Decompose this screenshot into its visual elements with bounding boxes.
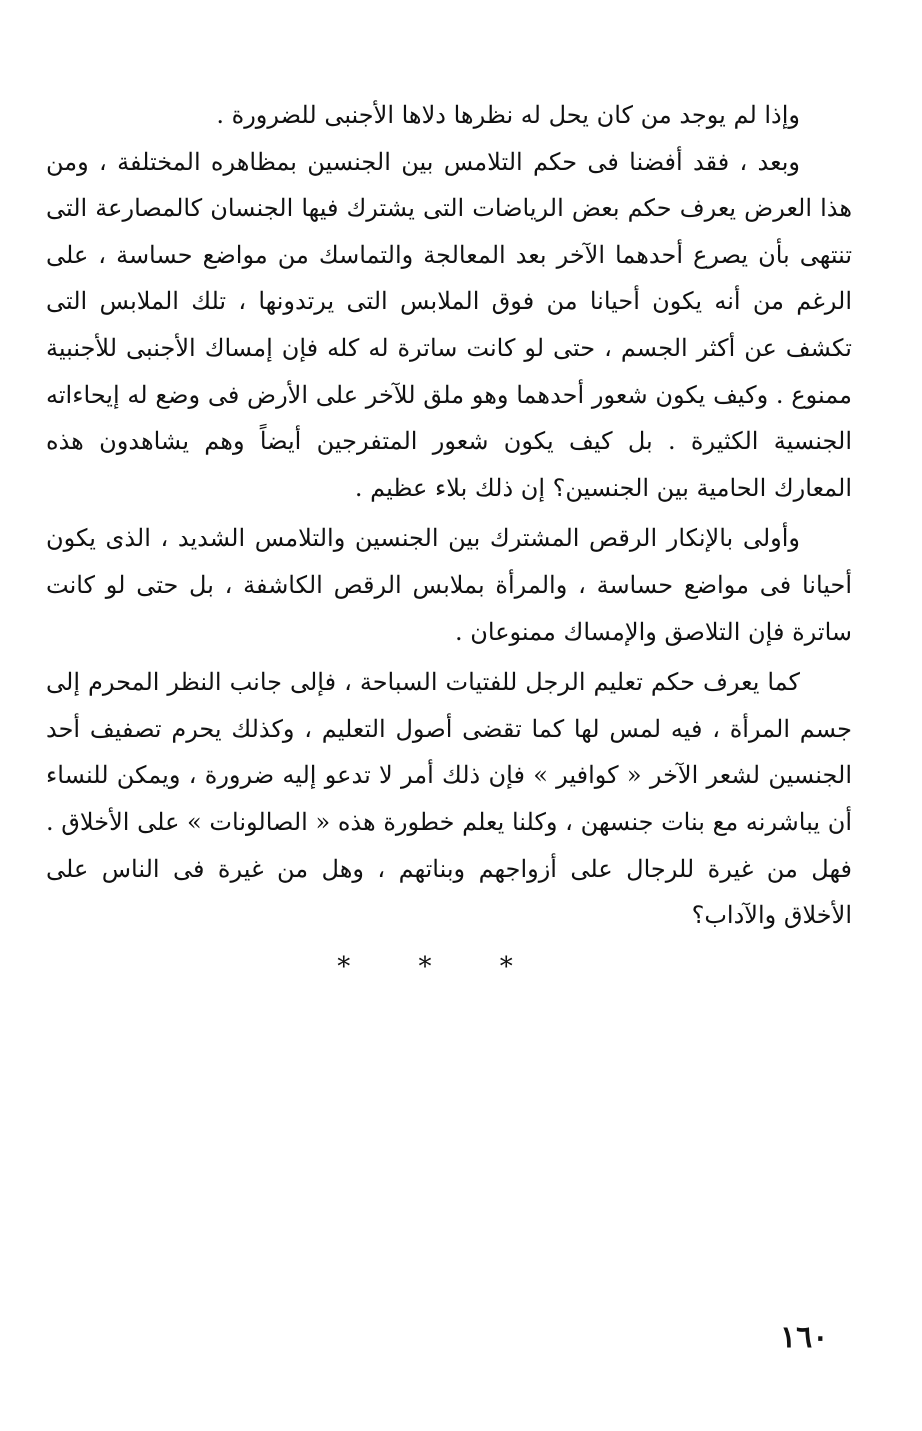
paragraph-4: كما يعرف حكم تعليم الرجل للفتيات السباحة ، فإلى جانب النظر المحرم إلى جسم المرأة ، فيه لمس لها كما تقضى أصول التعليم ، وكذلك يحرم تصفيف أحد الجنسين لشعر الآخر « كوافير » فإن ذلك أمر لا تدعو إليه ضرورة ، ويمكن للنساء أن يباشرنه مع بنات جنسهن ، وكلنا يعلم خطورة هذه « الصالونات » على الأخلاق . فهل من غيرة للرجال على أزواجهم وبناتهم ، وهل من غيرة فى الناس على الأخلاق والآداب؟ xyxy=(46,668,852,930)
page-number: ١٦٠ xyxy=(780,1320,829,1355)
body-text xyxy=(46,92,852,939)
paragraph-3: وأولى بالإنكار الرقص المشترك بين الجنسين والتلامس الشديد ، الذى يكون أحيانا فى مواضع حساسة ، والمرأة بملابس الرقص الكاشفة ، بل حتى لو كانت ساترة فإن التلاصق والإمساك ممنوعان . xyxy=(46,524,852,646)
paragraph-2: وبعد ، فقد أفضنا فى حكم التلامس بين الجنسين بمظاهره المختلفة ، ومن هذا العرض يعرف حكم بعض الرياضات التى يشترك فيها الجنسان كالمصارعة التى تنتهى بأن يصرع أحدهما الآخر بعد المعالجة والتماسك من مواضع حساسة ، على الرغم من أنه يكون أحيانا من فوق الملابس التى يرتدونها ، تلك الملابس التى تكشف عن أكثر الجسم ، حتى لو كانت ساترة له كله فإن إمساك الأجنبى للأجنبية ممنوع . وكيف يكون شعور أحدهما وهو ملق للآخر على الأرض فى وضع له إيحاءاته الجنسية الكثيرة . بل كيف يكون شعور المتفرجين أيضاً وهم يشاهدون هذه المعارك الحامية بين الجنسين؟ إن ذلك بلاء عظيم . xyxy=(46,147,852,502)
paragraph-1: وإذا لم يوجد من كان يحل له نظرها دلاها الأجنبى للضرورة . xyxy=(216,101,800,129)
section-separator: * * * xyxy=(337,952,543,982)
